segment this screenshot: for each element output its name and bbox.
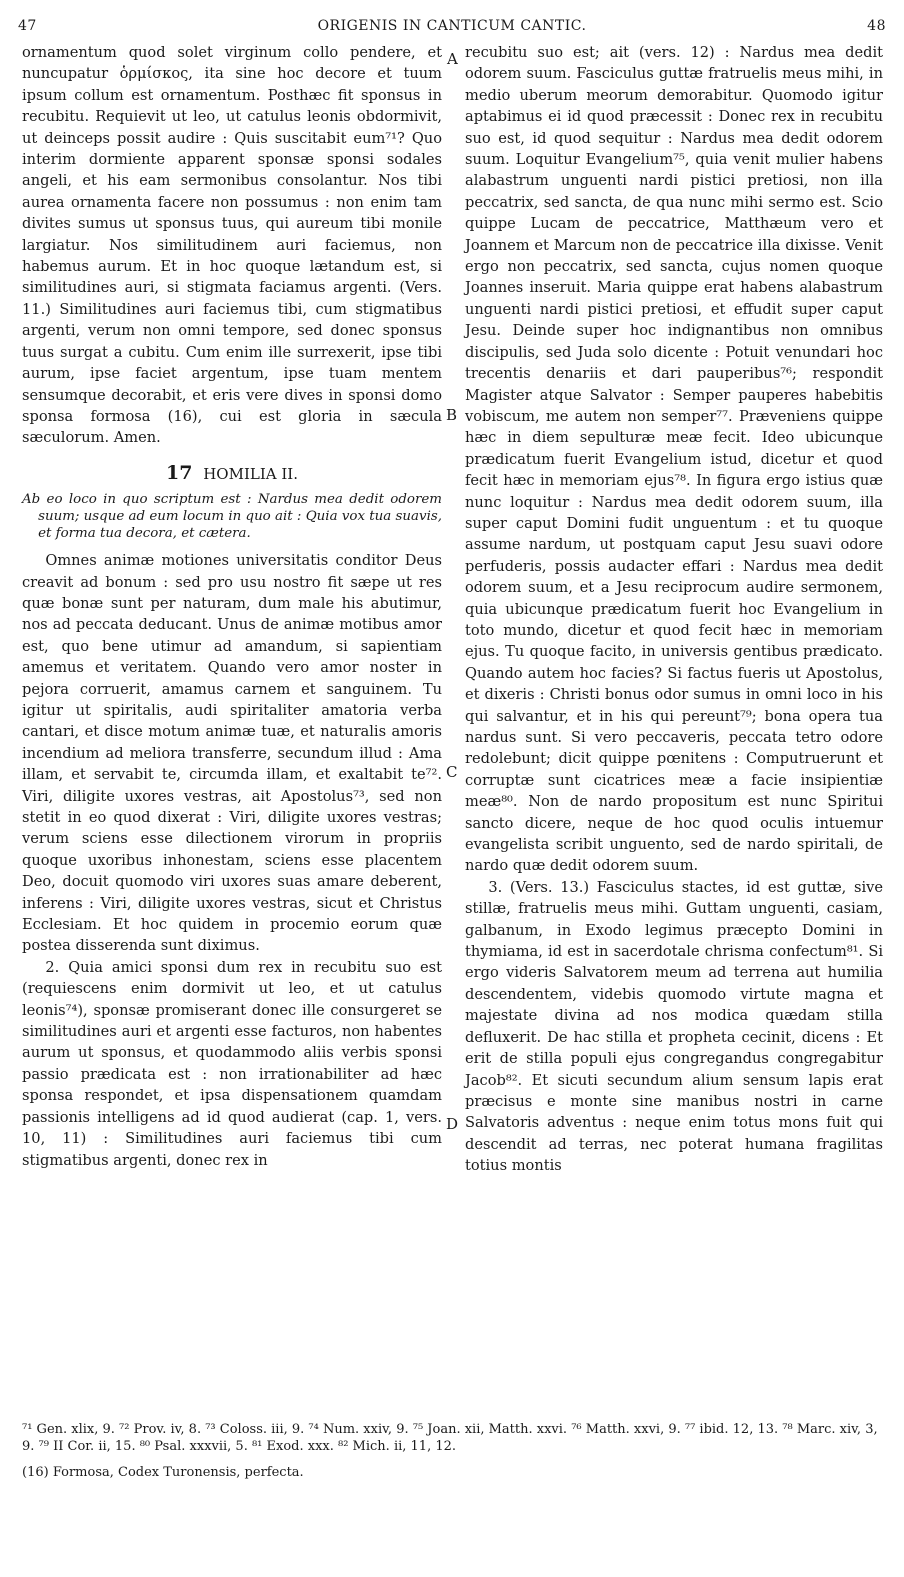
footnote-references: ⁷¹ Gen. xlix, 9. ⁷² Prov. iv, 8. ⁷³ Coloss. iii, 9. ⁷⁴ Num. xxiv, 9. ⁷⁵ Joan. xii, Matth. xxvi. ⁷⁶ Matth. xxvi, 9. ⁷⁷ ibid. 12, 13. ⁷⁸ Marc. xiv, 3, 9. ⁷⁹ II Cor. ii, 15. ⁸⁰ Psal. xxxvii, 5. ⁸¹ Exod. xxx. ⁸² Mich. ii, 11, 12. [22, 1422, 878, 1454]
right-paragraph-2: 3. (Vers. 13.) Fasciculus stactes, id est guttæ, sive stillæ, fratruelis meus mihi. Guttam unguenti, casiam, galbanum, in Exodo legimus præcepto Domini in thymiama, id est in sacerdotale chrisma confectum⁸¹. Si ergo videris Salvatorem meum ad terrena aut humilia descendentem, videbis quomodo virtute magna et majestate divina ad nos modica quædam stilla defluxerit. De hac stilla et propheta cecinit, dicens : Et erit de stilla populi ejus congregandus congregabitur Jacob⁸². Et sicuti secundum alium sensum lapis erat præcisus e monte sine manibus nostri in carne Salvatoris adventus : neque enim totus mons fuit qui descendit ad terras, nec poterat humana fragilitas totius montis [465, 878, 883, 1175]
margin-letter-d: D [446, 1115, 459, 1133]
left-paragraph-1: ornamentum quod solet virginum collo pendere, et nuncupatur ὁρμίσκος, ita sine hoc decore et tuum ipsum collum est ornamentum. Posthæc fit sponsus in recubitu. Requievit ut leo, ut catulus leonis obdormivit, ut deinceps possit audire : Quis suscitabit eum⁷¹? Quo interim dormiente apparent sponsæ sponsi sodales angeli, et his eam sermonibus consolantur. Nos tibi aurea ornamenta facere non possumus : non enim tam divites sumus ut sponsus tuus, qui aureum tibi monile largiatur. Nos similitudinem auri faciemus, non habemus aurum. Et in hoc quoque lætandum est, si similitudines auri, si stigmata faciamus argenti. (Vers. 11.) Similitudines auri faciemus tibi, cum stigmatibus argenti, verum non omni tempore, sed donec sponsus tuus surgat a cubitu. Cum enim ille surrexerit, ipse tibi aurum, ipse faciet argentum, ipse tuam mentem sensumque decorabit, et eris vere dives in sponsi domo sponsa formosa (16), cui est gloria in sæcula sæculorum. Amen. [22, 44, 442, 447]
right-column [465, 42, 883, 1177]
running-title: ORIGENIS IN CANTICUM CANTIC. [317, 18, 587, 34]
left-column [22, 42, 442, 1171]
homily-title: HOMILIA II. [203, 464, 298, 483]
homily-lemma: Ab eo loco in quo scriptum est : Nardus mea dedit odorem suum; usque ad eum locum in quo ait : Quia vox tua suavis, et forma tua decora, et cætera. [22, 492, 442, 542]
footnotes [22, 1421, 882, 1455]
page-number-right: 48 [867, 18, 886, 34]
left-paragraph-2: Omnes animæ motiones universitatis conditor Deus creavit ad bonum : sed pro usu nostro fit sæpe ut res quæ bonæ sunt per naturam, dum male his abutimur, nos ad peccata deducant. Unus de animæ motibus amor est, quo bene utimur ad amandum, si sapientiam amemus et veritatem. Quando vero amor noster in pejora corruerit, amamus carnem et sanguinem. Tu igitur ut spiritalis, audi spiritaliter amatoria verba cantari, et disce motum animæ tuæ, et naturalis amoris incendium ad meliora transferre, secundum illud : Ama illam, et servabit te, circumda illam, et exaltabit te⁷². Viri, diligite uxores vestras, ait Apostolus⁷³, sed non stetit in eo quod dixerat : Viri, diligite uxores vestras; verum sciens esse dilectionem virorum in propriis quoque uxoribus inhonestam, sciens esse placentem Deo, docuit quomodo viri uxores suas amare deberent, inferens : Viri, diligite uxores vestras, sicut et Christus Ecclesiam. Et hoc quidem in procemio eorum quæ postea disserenda sunt diximus. [22, 552, 442, 955]
running-header [18, 18, 886, 42]
page-number-left: 47 [18, 18, 37, 34]
margin-letter-b: B [446, 406, 458, 424]
variant-note: (16) Formosa, Codex Turonensis, perfecta. [22, 1465, 304, 1480]
homily-number: 17 [165, 461, 193, 484]
margin-letter-a: A [447, 50, 458, 68]
margin-letter-c: C [446, 763, 458, 781]
homily-heading [22, 463, 442, 485]
right-paragraph-1: recubitu suo est; ait (vers. 12) : Nardus mea dedit odorem suum. Fasciculus guttæ fratruelis meus mihi, in medio uberum meorum demorabitur. Quomodo igitur aptabimus ei id quod præcessit : Donec rex in recubitu suo est, id quod sequitur : Nardus mea dedit odorem suum. Loquitur Evangelium⁷⁵, quia venit mulier habens alabastrum unguenti nardi pistici pretiosi, non illa peccatrix, sed sancta, de qua nunc mihi sermo est. Scio quippe Lucam de peccatrice, Matthæum vero et Joannem et Marcum non de peccatrice illa dixisse. Venit ergo non peccatrix, sed sancta, cujus nomen quoque Joannes inseruit. Maria quippe erat habens alabastrum unguenti nardi pistici pretiosi, et effudit super caput Jesu. Deinde super hoc indignantibus non omnibus discipulis, sed Juda solo dicente : Potuit venundari hoc trecentis denariis et dari pauperibus⁷⁶; respondit Magister atque Salvator : Semper pauperes habebitis vobiscum, me autem non semper⁷⁷. Præveniens quippe hæc in diem sepulturæ meæ fecit. Ideo ubicunque prædicatum fuerit Evangelium istud, dicetur et quod fecit hæc in memoriam ejus⁷⁸. In figura ergo istius quæ nunc loquitur : Nardus mea dedit odorem suum, illa super caput Domini fudit unguentum : et tu quoque assume nardum, ut postquam caput Jesu suavi odore perfuderis, possis audacter effari : Nardus mea dedit odorem suum, et a Jesu reciprocum audire sermonem, quia ubicunque prædicatum fuerit hoc Evangelium in toto mundo, dicetur et quod fecit hæc in memoriam ejus. Tu quoque facito, in universis gentibus prædicato. Quando autem hoc facies? Si factus fueris ut Apostolus, et dixeris : Christi bonus odor sumus in omni loco in his qui salvantur, et in his qui pereunt⁷⁹; bona opera tua nardus sunt. Si vero peccaveris, peccata tetro odore redolebunt; dicit quippe pœnitens : Computruerunt et corruptæ sunt cicatrices meæ a facie insipientiæ meæ⁸⁰. Non de nardo propositum est nunc Spiritui sancto dicere, neque de hoc quod oculis intuemur evangelista scribit unguento, sed de nardo spiritali, de nardo quæ dedit odorem suum. [465, 44, 883, 875]
left-paragraph-3: 2. Quia amici sponsi dum rex in recubitu suo est (requiescens enim dormivit ut leo, et ut catulus leonis⁷⁴), sponsæ promiserant donec ille consurgeret se similitudines auri et argenti esse facturos, non habentes aurum ut sponsus, et quodammodo aliis verbis sponsi passio prædicata est : non irrationabiliter ad hæc sponsa respondet, et ipsa dispensationem quamdam passionis intelligens ad id quod audierat (cap. 1, vers. 10, 11) : Similitudines auri faciemus tibi cum stigmatibus argenti, donec rex in [22, 958, 442, 1169]
